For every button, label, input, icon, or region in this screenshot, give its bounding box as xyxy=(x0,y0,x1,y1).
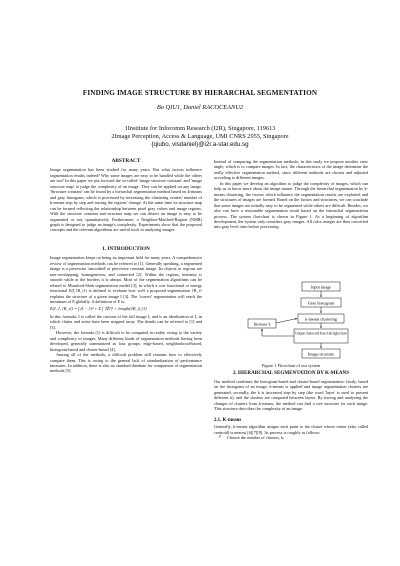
flowchart-input-label: Input image xyxy=(310,284,332,290)
affiliation-1: 1Institute for Infocomm Research (I2R), Singapore, 119613 xyxy=(124,125,276,132)
intro-paragraph-4: Among all of the methods, a difficult problem still remains how to effectively compare them. This is owing to the general lack of standardization of performance measures. In addition, there is also no standard database for comparison of segmentation methods [5]. xyxy=(50,352,202,374)
kmeans-step-1-text: Choose the number of clusters, k; xyxy=(227,434,285,440)
intro-paragraph-2: In this formula, I is called the cartoon of the full image I, and is an idealization of I, in which clutter and noise have been stripped away. The details can be referred to [1] and [3]. xyxy=(50,313,202,330)
affiliation-2: 2Image Perception, Access & Language, UMI CNRS 2955, Singapore xyxy=(111,133,289,140)
flowchart-kmeans-label: k-means clustering xyxy=(305,316,337,322)
intro-paragraph-3: However, the formula (1) is difficult to be computed in reality owing to the variety and complexity of images. Many different kinds of segmentation methods having been developed, generally summarized as four groups: edge-based, neighborhood-based, histogram-based and cluster-based [4]. xyxy=(50,330,202,352)
kmeans-step-1 xyxy=(218,435,368,440)
flowchart-compare-text: Compare clusters with those in the higher layers xyxy=(295,330,348,336)
right-column-bottom xyxy=(214,363,368,440)
subsection-2-1-text: Generally, k-means algorithm assigns each point to the cluster whose center (also called centroid) is nearest [6][7][8]. Its process is roughly as follows: xyxy=(214,424,368,435)
equation-1: E(I, J, {R_i}) = ∫ (I − J)² + Σ ∫ |∇J|² + length(∂R_i) (1) xyxy=(50,306,147,312)
subsection-2-1-heading: 2.1. K-means xyxy=(214,417,242,423)
right-column-top xyxy=(214,159,368,230)
author-emails: {qiubo, visdaniel}@i2r.a-star.edu.sg xyxy=(151,141,249,148)
right-paragraph-1: Instead of comparing the segmentation methods, in this study we propose another view angle, which is to compare images. In fact, the characteristics of the image determine the really effective segmentation method, since different methods are chosen and adjusted according to different images. xyxy=(214,159,368,181)
flowchart-figure xyxy=(214,280,368,360)
check-bullet-icon: ✓ xyxy=(218,434,223,440)
figure-1-caption: Figure 1 Flowchart of our system xyxy=(261,363,321,368)
left-column xyxy=(50,159,202,374)
section-2-heading: 2. HIERARCHAL SEGMENTATION BY K-MEANS xyxy=(232,370,350,377)
flowchart-structure-label: Image structure xyxy=(307,351,335,357)
flowchart-compare-label xyxy=(295,331,347,336)
right-paragraph-2: In this paper we develop an algorithm to judge the complexity of images, which can help us to know more about the image nature. Through the hierarchal segmentation by k-means clustering, the factors which influence the segmentation results are exploited and the structures of images are formed. Based on the factors and structures, we can conclude that some images are initially easy to be segmented while others are difficult. Besides, we also can have a reasonable segmentation result based on the hierarchal segmentation process. The system flowchart is shown in Figure 1. As a beginning of algorithm development, the system only considers gray images. All color images are then converted into gray level ones before processing. xyxy=(214,180,368,230)
paper-authors: Bo QIU1, Daniel RACOCEANU2 xyxy=(156,104,244,111)
section-2-text: Our method combines the histogram-based and cluster-based segmentation: firstly, based on the histogram of an image, k-means is applied and image segmentation clusters are generated; secondly, the k is increased step by step (the word 'layer' is used to present different k), and the clusters are compared between layers. By tracing and analyzing the changes of clusters from k-means, the method can find a tree structure for each image. This structure describes the complexity of an image. xyxy=(214,378,368,412)
flowchart-increase-label: Increase k xyxy=(253,321,271,327)
abstract-text: Image segmentation has been studied for many years. But what factors influence segmentation results indeed? Why some images are easy to be handled while the others are not? In this paper we put forward the so-called 'image structure constant' and 'image structure map' to judge the complexity of an image. They can be applied on any image. 'Structure constant' can be found by a hierarchal segmentation method based on k-means and gray histogram, which is processed by increasing the clustering centers' number of k-means step by step and tracing the regions' change. At the same time its structure map can be formed reflecting the relationship between pixel gray values and image regions. With the structure constant and structure map we can dissect an image is easy to be segmented or not, quantitatively. Furthermore, a Neighbor-Matched-Region (NMR) graph is designed to judge an image's complexity. Experiments show that the proposed concepts and the relevant algorithms are useful tools in analyzing images. xyxy=(50,167,202,233)
intro-paragraph-1: Image segmentation keeps on being an important field for many years. A comprehensive review of segmentation methods can be referred to [1]. Generally speaking, a segmented image is a piecewise 'smoothed' or piecewise constant image. Its objects or regions are non-overlapping, homogeneous, and connected [2]. Within the regions, intensity is smooth while at the borders it is abrupt. Most of the segmentation algorithms can be related to Mumford-Shah segmentation model [3], in which a cost functional or energy functional E(I,{R_i}) is defined to evaluate how well a proposed segmentation {R_i} explains the structure of a given image I [3]. The 'correct' segmentation will reach the minimum of E globally. A definition of E is: xyxy=(50,255,202,304)
abstract-heading: ABSTRACT xyxy=(111,158,141,164)
introduction-heading: 1. INTRODUCTION xyxy=(102,245,150,252)
flowchart-gray-label: Gray histogram xyxy=(307,300,335,306)
paper-title: FINDING IMAGE STRUCTURE BY HIERARCHAL SEGMENTATION xyxy=(82,89,318,97)
